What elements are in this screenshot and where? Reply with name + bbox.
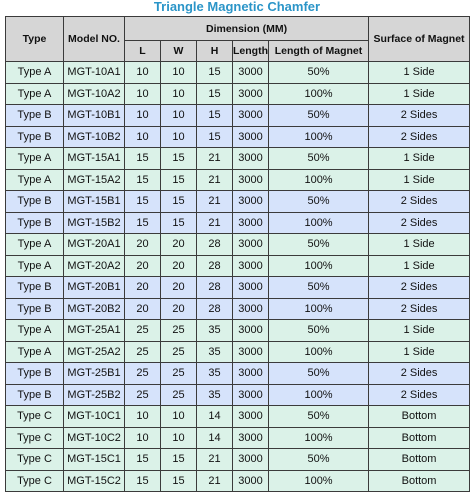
cell-l: 20 xyxy=(125,234,161,256)
cell-type: Type A xyxy=(6,83,64,105)
cell-length-of-magnet: 100% xyxy=(269,341,369,363)
cell-length: 3000 xyxy=(233,341,269,363)
header-surface: Surface of Magnet xyxy=(369,17,470,62)
cell-length-of-magnet: 50% xyxy=(269,105,369,127)
table-header xyxy=(6,17,470,62)
cell-l: 10 xyxy=(125,62,161,84)
cell-type: Type B xyxy=(6,277,64,299)
cell-length: 3000 xyxy=(233,363,269,385)
cell-w: 10 xyxy=(161,126,197,148)
cell-h: 21 xyxy=(197,449,233,471)
cell-l: 15 xyxy=(125,191,161,213)
cell-type: Type C xyxy=(6,470,64,492)
table-row xyxy=(6,320,470,342)
cell-model: MGT-15A2 xyxy=(64,169,125,191)
cell-w: 25 xyxy=(161,384,197,406)
table-row xyxy=(6,169,470,191)
table-body xyxy=(6,62,470,492)
cell-h: 21 xyxy=(197,191,233,213)
cell-length: 3000 xyxy=(233,298,269,320)
cell-model: MGT-25A1 xyxy=(64,320,125,342)
header-model: Model NO. xyxy=(64,17,125,62)
cell-model: MGT-20A2 xyxy=(64,255,125,277)
cell-w: 25 xyxy=(161,363,197,385)
header-h: H xyxy=(197,41,233,62)
table-row xyxy=(6,449,470,471)
header-length: Length xyxy=(233,41,269,62)
cell-type: Type B xyxy=(6,126,64,148)
cell-surface: Bottom xyxy=(369,427,470,449)
cell-h: 28 xyxy=(197,277,233,299)
cell-l: 20 xyxy=(125,277,161,299)
cell-h: 15 xyxy=(197,126,233,148)
cell-length: 3000 xyxy=(233,105,269,127)
cell-h: 15 xyxy=(197,83,233,105)
cell-length: 3000 xyxy=(233,62,269,84)
cell-model: MGT-15C1 xyxy=(64,449,125,471)
header-length-of-magnet: Length of Magnet xyxy=(269,41,369,62)
cell-h: 21 xyxy=(197,148,233,170)
cell-length-of-magnet: 100% xyxy=(269,83,369,105)
cell-l: 10 xyxy=(125,406,161,428)
cell-length: 3000 xyxy=(233,212,269,234)
cell-length: 3000 xyxy=(233,384,269,406)
cell-length: 3000 xyxy=(233,427,269,449)
cell-length: 3000 xyxy=(233,191,269,213)
table-row xyxy=(6,406,470,428)
cell-length-of-magnet: 100% xyxy=(269,427,369,449)
cell-length-of-magnet: 100% xyxy=(269,212,369,234)
cell-length: 3000 xyxy=(233,234,269,256)
cell-model: MGT-15B2 xyxy=(64,212,125,234)
cell-length: 3000 xyxy=(233,83,269,105)
cell-surface: 2 Sides xyxy=(369,212,470,234)
cell-w: 15 xyxy=(161,212,197,234)
cell-h: 14 xyxy=(197,406,233,428)
cell-h: 21 xyxy=(197,169,233,191)
cell-surface: Bottom xyxy=(369,470,470,492)
table-row xyxy=(6,470,470,492)
table-row xyxy=(6,148,470,170)
cell-type: Type B xyxy=(6,212,64,234)
table-row xyxy=(6,234,470,256)
cell-w: 15 xyxy=(161,449,197,471)
cell-w: 10 xyxy=(161,83,197,105)
cell-type: Type B xyxy=(6,191,64,213)
cell-model: MGT-10A1 xyxy=(64,62,125,84)
cell-l: 25 xyxy=(125,363,161,385)
cell-length: 3000 xyxy=(233,320,269,342)
cell-type: Type A xyxy=(6,234,64,256)
cell-type: Type B xyxy=(6,384,64,406)
cell-model: MGT-10C2 xyxy=(64,427,125,449)
cell-surface: Bottom xyxy=(369,449,470,471)
cell-l: 10 xyxy=(125,105,161,127)
cell-length: 3000 xyxy=(233,255,269,277)
cell-length: 3000 xyxy=(233,169,269,191)
cell-length-of-magnet: 100% xyxy=(269,298,369,320)
cell-type: Type A xyxy=(6,62,64,84)
cell-l: 15 xyxy=(125,470,161,492)
cell-h: 21 xyxy=(197,470,233,492)
cell-l: 15 xyxy=(125,212,161,234)
cell-h: 15 xyxy=(197,62,233,84)
cell-h: 21 xyxy=(197,212,233,234)
header-w: W xyxy=(161,41,197,62)
cell-w: 20 xyxy=(161,298,197,320)
cell-type: Type C xyxy=(6,427,64,449)
cell-model: MGT-15C2 xyxy=(64,470,125,492)
cell-w: 25 xyxy=(161,320,197,342)
cell-surface: 1 Side xyxy=(369,255,470,277)
table-row xyxy=(6,126,470,148)
cell-surface: Bottom xyxy=(369,406,470,428)
cell-l: 20 xyxy=(125,255,161,277)
spec-table xyxy=(5,16,470,492)
header-type: Type xyxy=(6,17,64,62)
cell-length-of-magnet: 50% xyxy=(269,234,369,256)
cell-type: Type A xyxy=(6,148,64,170)
cell-length: 3000 xyxy=(233,406,269,428)
table-row xyxy=(6,277,470,299)
table-row xyxy=(6,255,470,277)
cell-model: MGT-20B1 xyxy=(64,277,125,299)
cell-w: 10 xyxy=(161,62,197,84)
cell-length: 3000 xyxy=(233,148,269,170)
page-title: Triangle Magnetic Chamfer xyxy=(153,0,321,14)
cell-surface: 1 Side xyxy=(369,148,470,170)
cell-model: MGT-10B2 xyxy=(64,126,125,148)
cell-h: 35 xyxy=(197,363,233,385)
cell-type: Type C xyxy=(6,406,64,428)
cell-w: 15 xyxy=(161,148,197,170)
cell-type: Type A xyxy=(6,320,64,342)
table-row xyxy=(6,62,470,84)
cell-l: 15 xyxy=(125,148,161,170)
cell-length-of-magnet: 50% xyxy=(269,363,369,385)
cell-model: MGT-10B1 xyxy=(64,105,125,127)
cell-surface: 1 Side xyxy=(369,83,470,105)
cell-l: 25 xyxy=(125,341,161,363)
cell-surface: 1 Side xyxy=(369,62,470,84)
cell-l: 15 xyxy=(125,449,161,471)
cell-surface: 2 Sides xyxy=(369,298,470,320)
cell-surface: 2 Sides xyxy=(369,277,470,299)
cell-length-of-magnet: 50% xyxy=(269,148,369,170)
cell-w: 10 xyxy=(161,427,197,449)
cell-type: Type B xyxy=(6,298,64,320)
cell-l: 10 xyxy=(125,427,161,449)
table-row xyxy=(6,105,470,127)
cell-h: 14 xyxy=(197,427,233,449)
cell-length-of-magnet: 100% xyxy=(269,470,369,492)
cell-length-of-magnet: 50% xyxy=(269,406,369,428)
cell-length-of-magnet: 50% xyxy=(269,449,369,471)
cell-surface: 1 Side xyxy=(369,169,470,191)
cell-model: MGT-20A1 xyxy=(64,234,125,256)
cell-surface: 1 Side xyxy=(369,341,470,363)
cell-type: Type B xyxy=(6,363,64,385)
cell-w: 15 xyxy=(161,470,197,492)
cell-length-of-magnet: 100% xyxy=(269,384,369,406)
cell-l: 15 xyxy=(125,169,161,191)
cell-h: 28 xyxy=(197,298,233,320)
header-dimension: Dimension (MM) xyxy=(125,17,369,41)
cell-w: 20 xyxy=(161,255,197,277)
cell-l: 20 xyxy=(125,298,161,320)
table-row xyxy=(6,341,470,363)
cell-w: 15 xyxy=(161,169,197,191)
cell-model: MGT-15A1 xyxy=(64,148,125,170)
cell-w: 10 xyxy=(161,105,197,127)
cell-model: MGT-25B1 xyxy=(64,363,125,385)
cell-length-of-magnet: 100% xyxy=(269,255,369,277)
cell-length-of-magnet: 50% xyxy=(269,191,369,213)
table-row xyxy=(6,191,470,213)
cell-type: Type A xyxy=(6,169,64,191)
cell-h: 35 xyxy=(197,384,233,406)
header-l: L xyxy=(125,41,161,62)
cell-w: 20 xyxy=(161,234,197,256)
table-row xyxy=(6,298,470,320)
cell-model: MGT-25A2 xyxy=(64,341,125,363)
cell-length-of-magnet: 100% xyxy=(269,126,369,148)
table-row xyxy=(6,83,470,105)
cell-h: 28 xyxy=(197,255,233,277)
cell-h: 35 xyxy=(197,320,233,342)
cell-w: 15 xyxy=(161,191,197,213)
cell-type: Type A xyxy=(6,255,64,277)
cell-length: 3000 xyxy=(233,470,269,492)
cell-type: Type C xyxy=(6,449,64,471)
cell-w: 10 xyxy=(161,406,197,428)
cell-model: MGT-15B1 xyxy=(64,191,125,213)
cell-surface: 1 Side xyxy=(369,234,470,256)
cell-surface: 2 Sides xyxy=(369,363,470,385)
table-row xyxy=(6,427,470,449)
cell-length: 3000 xyxy=(233,449,269,471)
cell-model: MGT-20B2 xyxy=(64,298,125,320)
cell-l: 10 xyxy=(125,83,161,105)
cell-type: Type A xyxy=(6,341,64,363)
cell-model: MGT-25B2 xyxy=(64,384,125,406)
cell-length-of-magnet: 100% xyxy=(269,169,369,191)
cell-model: MGT-10A2 xyxy=(64,83,125,105)
cell-surface: 2 Sides xyxy=(369,126,470,148)
cell-l: 25 xyxy=(125,384,161,406)
cell-surface: 1 Side xyxy=(369,320,470,342)
cell-length-of-magnet: 50% xyxy=(269,62,369,84)
cell-surface: 2 Sides xyxy=(369,384,470,406)
cell-length-of-magnet: 50% xyxy=(269,277,369,299)
cell-l: 25 xyxy=(125,320,161,342)
cell-h: 28 xyxy=(197,234,233,256)
cell-surface: 2 Sides xyxy=(369,105,470,127)
cell-length-of-magnet: 50% xyxy=(269,320,369,342)
cell-h: 15 xyxy=(197,105,233,127)
cell-type: Type B xyxy=(6,105,64,127)
cell-h: 35 xyxy=(197,341,233,363)
table-row xyxy=(6,212,470,234)
cell-surface: 2 Sides xyxy=(369,191,470,213)
cell-model: MGT-10C1 xyxy=(64,406,125,428)
cell-w: 20 xyxy=(161,277,197,299)
table-row xyxy=(6,363,470,385)
cell-l: 10 xyxy=(125,126,161,148)
table-row xyxy=(6,384,470,406)
cell-length: 3000 xyxy=(233,277,269,299)
cell-length: 3000 xyxy=(233,126,269,148)
cell-w: 25 xyxy=(161,341,197,363)
